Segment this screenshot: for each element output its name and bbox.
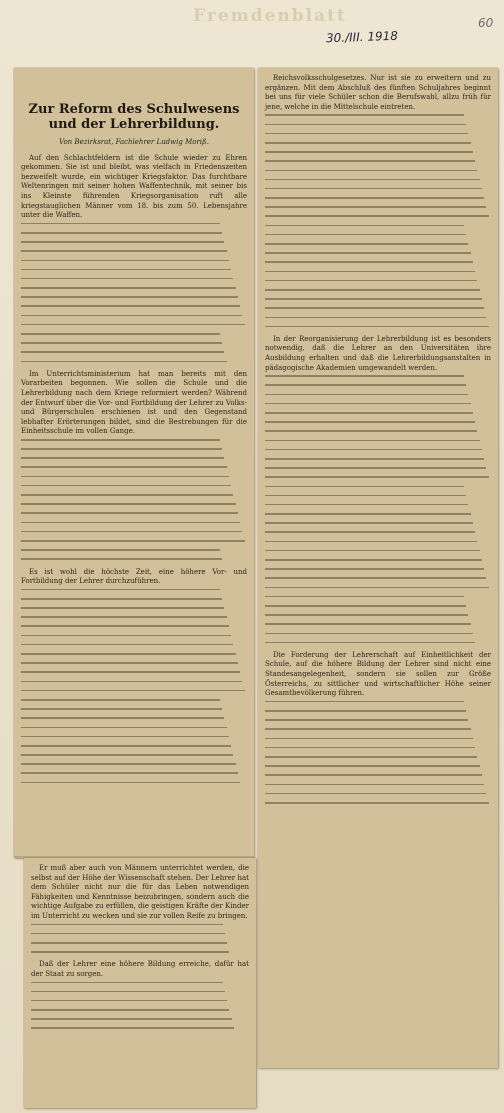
text-line	[265, 170, 477, 172]
faded-text-lines	[31, 982, 249, 1030]
text-line	[265, 531, 475, 533]
text-line	[265, 568, 484, 570]
text-line	[21, 494, 233, 496]
text-line	[21, 503, 236, 505]
text-line	[21, 342, 222, 344]
text-line	[265, 719, 468, 721]
text-line	[265, 261, 473, 263]
text-line	[31, 1000, 227, 1002]
text-line	[21, 269, 231, 271]
text-line	[31, 924, 223, 926]
text-line	[31, 933, 225, 935]
text-line	[265, 133, 468, 135]
text-line	[265, 449, 482, 451]
text-line	[265, 298, 482, 300]
text-line	[265, 271, 475, 273]
text-line	[265, 234, 466, 236]
text-line	[265, 206, 486, 208]
text-line	[265, 458, 484, 460]
text-line	[21, 512, 238, 514]
text-line	[265, 225, 464, 227]
faded-text-lines	[21, 439, 247, 560]
text-line	[21, 662, 238, 664]
text-line	[21, 466, 227, 468]
paragraph: Im Unterrichtsministerium hat man bereits mit den Vorarbeiten begonnen. Wie sollen die Schule und die Lehrerbildung nach dem Kriege reformiert werden? Während der Entwurf über die Vor- und Fortbildung der Lehrer zu Volks- und Bürgerschulen erschienen ist und den Gegenstand lebhafter Erörterungen bildet, sind die Bestrebungen für die Einheitsschule im vollen Gange.	[21, 369, 247, 436]
text-line	[265, 784, 484, 786]
faded-text-lines	[21, 223, 247, 362]
text-line	[21, 457, 224, 459]
text-line	[21, 260, 229, 262]
text-line	[265, 747, 475, 749]
paragraph: Auf den Schlachtfeldern ist die Schule wieder zu Ehren gekommen. Sie ist und bleibt, was vielfach in Friedenszeiten bezweifelt wurde, ein wichtiger Kriegsfaktor. Das furchtbare Weltenringen mit seiner hohen Waffentechnik, mit seiner bis ins Kleinste führenden Kriegsorganisation ruft alle kriegstauglichen Männer vom 18. bis zum 50. Lebensjahre unter die Waffen.	[21, 153, 247, 220]
text-line	[265, 577, 486, 579]
text-line	[265, 642, 475, 644]
text-line	[21, 324, 245, 326]
text-line	[21, 287, 236, 289]
text-line	[265, 728, 471, 730]
text-line	[265, 326, 489, 328]
text-line	[21, 754, 233, 756]
text-line	[265, 614, 468, 616]
text-line	[21, 296, 238, 298]
text-line	[265, 793, 486, 795]
paragraph: Er muß aber auch von Männern unterrichtet werden, die selbst auf der Höhe der Wissenschaft stehen. Der Lehrer hat dem Schüler nicht nur die für das Leben notwendigen Fähigkeiten und Kenntnisse beizubringen, sondern auch die wichtige Aufgabe zu erfüllen, die geistigen Kräfte der Kinder im Unterricht zu wecken und sie zur vollen Reife zu bringen.	[31, 864, 249, 920]
text-line	[265, 151, 473, 153]
text-line	[265, 738, 473, 740]
text-line	[265, 440, 480, 442]
paragraph: In der Reorganisierung der Lehrerbildung ist es besonders notwendig, daß die Lehrer an den Universitäten ihre Ausbildung erhalten und daß die Lehrerbildungsanstalten in pädagogische Akademien umgewandelt werden.	[265, 334, 491, 372]
text-line	[265, 756, 477, 758]
text-line	[31, 951, 229, 953]
text-line	[21, 607, 224, 609]
text-line	[21, 315, 242, 317]
text-line	[21, 616, 227, 618]
text-line	[31, 982, 223, 984]
text-line	[265, 710, 466, 712]
text-line	[21, 763, 236, 765]
paragraph: Reichsvolksschulgesetzes. Nur ist sie zu erweitern und zu ergänzen. Mit dem Abschluß des fünften Schuljahres beginnt bei uns für viele Schüler schon die Berufswahl, allzu früh für jene, welche in die Mittelschule eintreten.	[265, 74, 491, 111]
text-line	[21, 305, 240, 307]
text-line	[21, 745, 231, 747]
text-line	[265, 142, 471, 144]
text-line	[265, 215, 489, 217]
text-line	[265, 541, 477, 543]
text-line	[21, 598, 222, 600]
text-line	[21, 625, 229, 627]
text-line	[265, 513, 471, 515]
text-line	[21, 540, 245, 542]
clipping-column-3	[24, 858, 256, 1108]
faded-text-lines	[265, 375, 491, 643]
clipping-column-2	[258, 68, 498, 1068]
text-line	[265, 623, 471, 625]
text-line	[265, 412, 473, 414]
text-line	[265, 384, 466, 386]
text-line	[265, 550, 480, 552]
text-line	[265, 596, 464, 598]
text-line	[21, 727, 227, 729]
faded-text-lines	[31, 924, 249, 953]
text-line	[265, 701, 464, 703]
text-line	[21, 717, 224, 719]
text-line	[21, 485, 231, 487]
text-line	[21, 708, 222, 710]
text-line	[265, 476, 489, 478]
text-line	[265, 289, 480, 291]
text-line	[21, 549, 220, 551]
text-line	[265, 307, 484, 309]
text-line	[265, 522, 473, 524]
text-line	[21, 448, 222, 450]
text-line	[21, 333, 220, 335]
text-line	[265, 774, 482, 776]
text-line	[21, 736, 229, 738]
text-line	[21, 531, 242, 533]
text-line	[265, 160, 475, 162]
text-line	[265, 430, 477, 432]
article-headline: Zur Reform des Schulwesens und der Lehrerbildung.	[28, 102, 240, 132]
text-line	[21, 635, 231, 637]
text-line	[265, 179, 480, 181]
text-line	[265, 280, 477, 282]
faded-text-lines	[21, 589, 247, 784]
text-line	[31, 1009, 229, 1011]
text-line	[265, 421, 475, 423]
text-line	[265, 124, 466, 126]
text-line	[21, 351, 224, 353]
handwritten-date: 30./III. 1918	[325, 28, 399, 46]
faded-text-lines	[265, 114, 491, 327]
text-line	[21, 522, 240, 524]
text-line	[21, 361, 227, 363]
text-line	[265, 587, 489, 589]
text-line	[21, 644, 233, 646]
article-byline: Von Bezirksrat, Fachlehrer Ludwig Moriß.	[59, 138, 209, 146]
text-line	[265, 114, 464, 116]
clipping-column-1	[14, 68, 254, 858]
text-line	[21, 232, 222, 234]
text-line	[21, 439, 220, 441]
text-line	[21, 772, 238, 774]
text-line	[265, 375, 464, 377]
text-line	[21, 476, 229, 478]
text-line	[265, 252, 471, 254]
archive-page-number: 60	[478, 16, 494, 30]
paragraph: Die Forderung der Lehrerschaft auf Einheitlichkeit der Schule, auf die höhere Bildung der Lehrer sind nicht eine Standesangelegenheit, sondern sie sollen zur Größe Österreichs, zu sittlicher und wirtschaftlicher Höhe seiner Gesamtbevölkerung führen.	[265, 650, 491, 698]
text-line	[265, 394, 468, 396]
text-line	[265, 486, 464, 488]
text-line	[21, 671, 240, 673]
text-line	[21, 699, 220, 701]
text-line	[265, 467, 486, 469]
text-line	[21, 250, 227, 252]
text-line	[31, 942, 227, 944]
paragraph: Daß der Lehrer eine höhere Bildung erreiche, dafür hat der Staat zu sorgen.	[31, 960, 249, 978]
text-line	[31, 1027, 234, 1029]
text-line	[265, 495, 466, 497]
text-line	[21, 782, 240, 784]
text-line	[21, 278, 233, 280]
text-line	[265, 765, 480, 767]
text-line	[265, 504, 468, 506]
text-line	[31, 991, 225, 993]
text-line	[265, 317, 486, 319]
text-line	[265, 188, 482, 190]
text-line	[265, 559, 482, 561]
paragraph: Es ist wohl die höchste Zeit, eine höhere Vor- und Fortbildung der Lehrer durchzuführen.	[21, 567, 247, 586]
text-line	[265, 633, 473, 635]
text-line	[31, 1018, 232, 1020]
text-line	[265, 802, 489, 804]
text-line	[21, 690, 245, 692]
text-line	[265, 605, 466, 607]
faded-text-lines	[265, 701, 491, 804]
text-line	[265, 243, 468, 245]
text-line	[21, 681, 242, 683]
newspaper-masthead: Fremdenblatt	[193, 6, 347, 26]
text-line	[21, 558, 222, 560]
text-line	[265, 403, 471, 405]
text-line	[21, 223, 220, 225]
text-line	[265, 197, 484, 199]
text-line	[21, 241, 224, 243]
text-line	[21, 589, 220, 591]
text-line	[21, 653, 236, 655]
